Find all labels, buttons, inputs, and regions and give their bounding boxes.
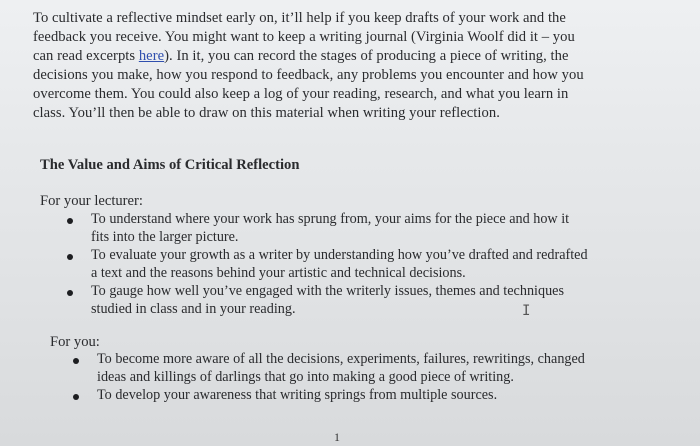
- intro-line: decisions you make, how you respond to feedback, any problems you encounter and how you: [33, 67, 584, 83]
- intro-paragraph: [33, 9, 643, 123]
- list-item: [97, 387, 585, 405]
- list-item: [91, 247, 588, 282]
- intro-line: class. You’ll then be able to draw on this material when writing your reflection.: [33, 105, 500, 121]
- lecturer-bullet-list: [91, 211, 588, 318]
- list-item-text: To become more aware of all the decisions, experiments, failures, rewritings, changed: [97, 351, 585, 367]
- bullet-icon: [73, 394, 79, 400]
- bullet-icon: [67, 254, 73, 260]
- you-label: For you:: [50, 334, 100, 350]
- list-item-text: To develop your awareness that writing springs from multiple sources.: [97, 387, 498, 403]
- bullet-icon: [67, 290, 73, 296]
- list-item: [97, 351, 585, 386]
- list-item-text: To gauge how well you’ve engaged with the writerly issues, themes and techniques: [91, 283, 564, 299]
- list-item-text: ideas and killings of darlings that go into making a good piece of writing.: [97, 368, 514, 385]
- bullet-icon: [73, 358, 79, 364]
- you-bullet-list: [97, 351, 585, 405]
- intro-text: ). In it, you can record the stages of producing a piece of writing, the: [164, 48, 569, 64]
- intro-text: can read excerpts: [33, 48, 139, 64]
- list-item-text: studied in class and in your reading.: [91, 300, 296, 317]
- list-item-text: To evaluate your growth as a writer by understanding how you’ve drafted and redrafted: [91, 247, 588, 263]
- intro-line: overcome them. You could also keep a log of your reading, research, and what you learn in: [33, 86, 569, 102]
- list-item-text: a text and the reasons behind your artistic and technical decisions.: [91, 264, 466, 281]
- section-heading: The Value and Aims of Critical Reflection: [40, 157, 300, 173]
- list-item: [91, 211, 588, 246]
- intro-line: To cultivate a reflective mindset early on, it’ll help if you keep drafts of your work and the: [33, 10, 566, 26]
- text-cursor-icon: I: [522, 303, 531, 319]
- intro-line: [33, 47, 643, 66]
- lecturer-label: For your lecturer:: [40, 193, 143, 209]
- list-item: [91, 283, 588, 318]
- list-item-text: To understand where your work has sprung from, your aims for the piece and how it: [91, 211, 570, 227]
- intro-line: feedback you receive. You might want to keep a writing journal (Virginia Woolf did it – you: [33, 29, 575, 45]
- list-item-text: fits into the larger picture.: [91, 228, 239, 245]
- here-link[interactable]: here: [138, 48, 165, 64]
- page-number: 1: [334, 430, 340, 444]
- bullet-icon: [67, 218, 73, 224]
